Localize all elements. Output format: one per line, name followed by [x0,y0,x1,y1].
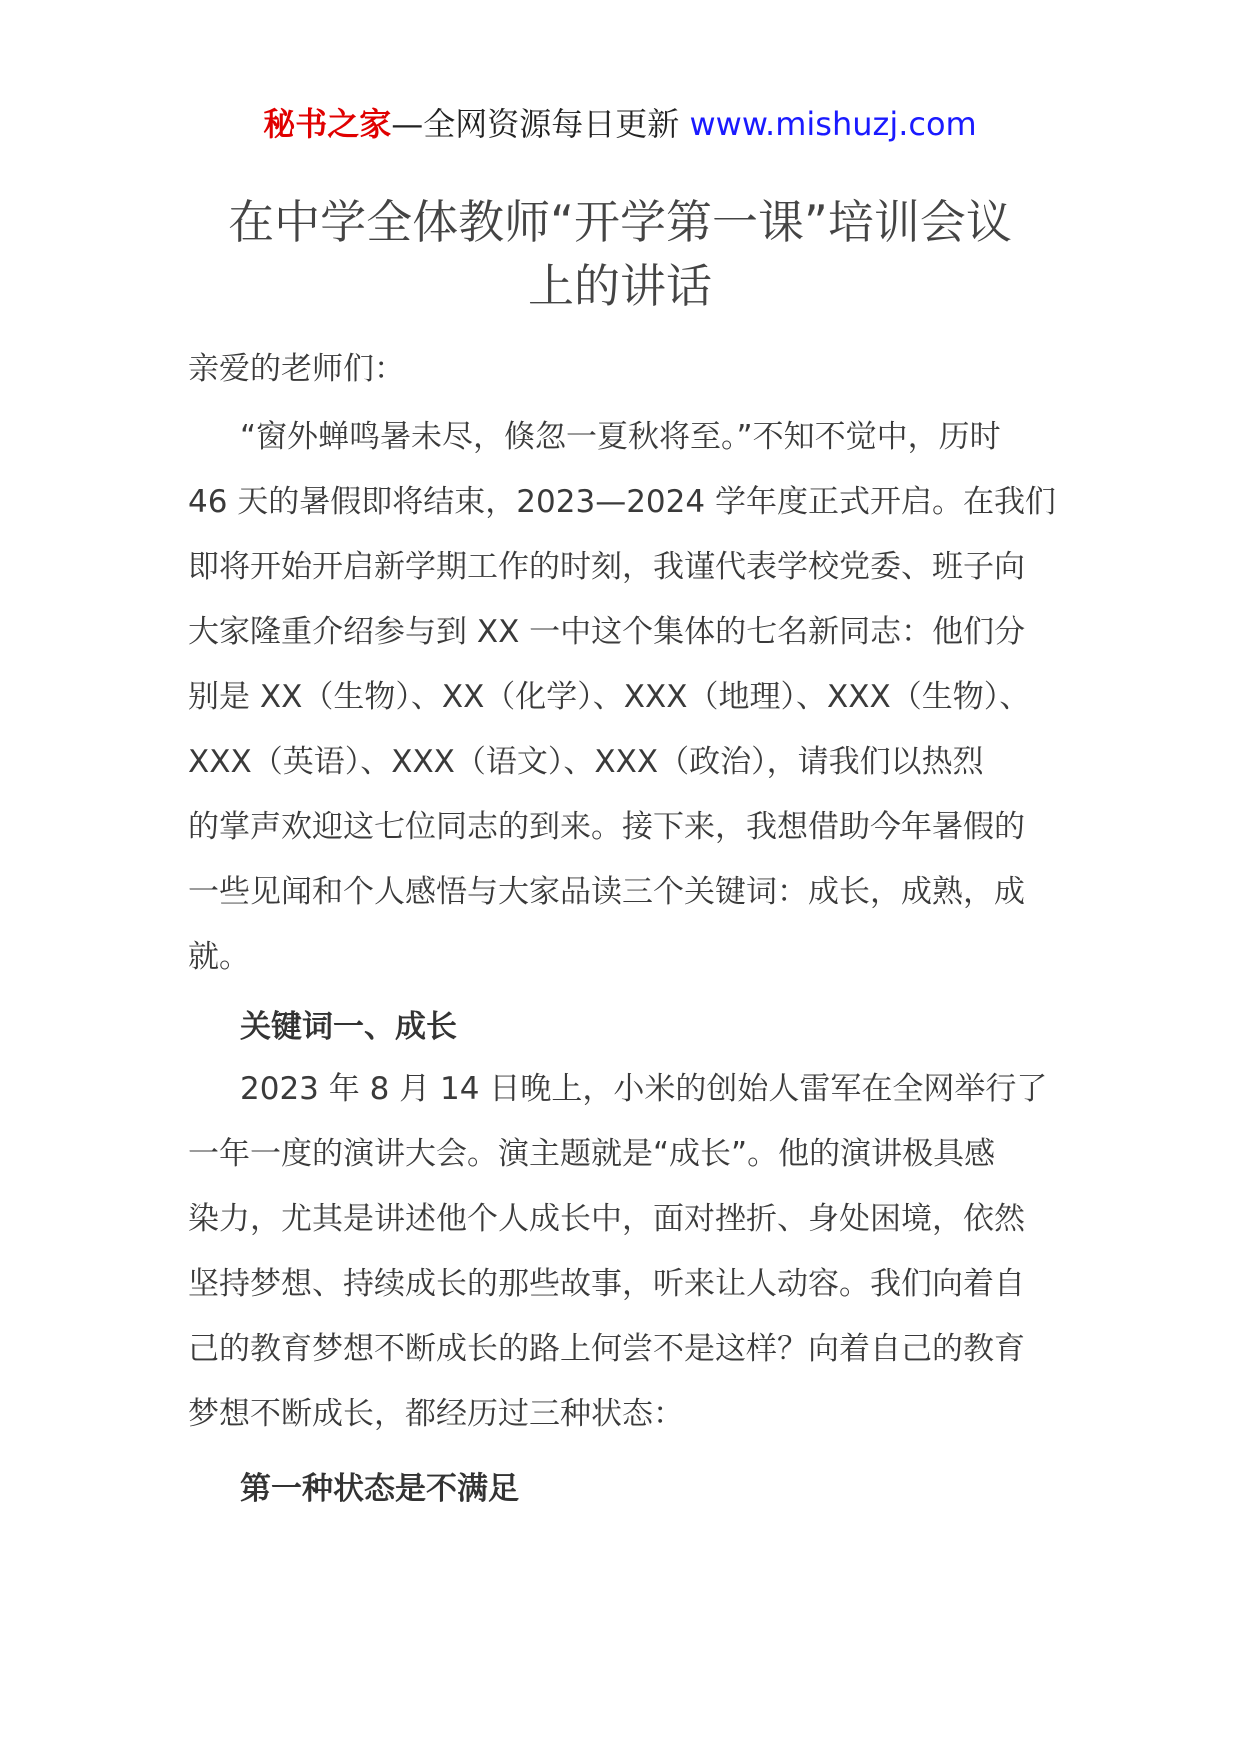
paragraph-line: “窗外蝉鸣暑未尽，倏忽一夏秋将至。”不知不觉中，历时 [240,419,1001,455]
site-url-link[interactable]: www.mishuzj.com [689,105,977,143]
paragraph-line: 染力，尤其是讲述他个人成长中，面对挫折、身处困境，依然 [188,1201,1025,1237]
paragraph-line: 坚持梦想、持续成长的那些故事，听来让人动容。我们向着自 [188,1266,1025,1302]
paragraph-line: 的掌声欢迎这七位同志的到来。接下来，我想借助今年暑假的 [188,809,1025,845]
document-title [170,190,1070,318]
paragraph-line: 别是 XX（生物）、XX（化学）、XXX（地理）、XXX（生物）、 [188,679,1031,715]
paragraph-line: 46 天的暑假即将结束，2023—2024 学年度正式开启。在我们 [188,484,1056,520]
site-tagline: —全网资源每日更新 [391,105,680,143]
title-line-2: 上的讲话 [528,259,712,313]
site-name: 秘书之家 [263,105,392,143]
paragraph-line: 2023 年 8 月 14 日晚上，小米的创始人雷军在全网举行了 [240,1071,1048,1107]
paragraph-line: 一年一度的演讲大会。演主题就是“成长”。他的演讲极具感 [188,1136,996,1172]
paragraph-line: 己的教育梦想不断成长的路上何尝不是这样？向着自己的教育 [188,1331,1025,1367]
paragraph-line: 一些见闻和个人感悟与大家品读三个关键词：成长，成熟，成 [188,874,1025,910]
paragraph-growth [188,1057,1068,1447]
paragraph-line: 大家隆重介绍参与到 XX 一中这个集体的七名新同志：他们分 [188,614,1026,650]
title-line-1: 在中学全体教师“开学第一课”培训会议 [228,195,1012,249]
section-heading-state-one: 第一种状态是不满足 [240,1471,519,1507]
paragraph-line: 梦想不断成长，都经历过三种状态： [188,1396,684,1432]
greeting: 亲爱的老师们： [188,351,405,387]
paragraph-line: 就。 [188,939,250,975]
paragraph-intro [188,405,1068,990]
site-header [0,100,1240,148]
section-heading-growth: 关键词一、成长 [240,1009,457,1045]
paragraph-line: XXX（英语）、XXX（语文）、XXX（政治），请我们以热烈 [188,744,984,780]
paragraph-line: 即将开始开启新学期工作的时刻，我谨代表学校党委、班子向 [188,549,1025,585]
